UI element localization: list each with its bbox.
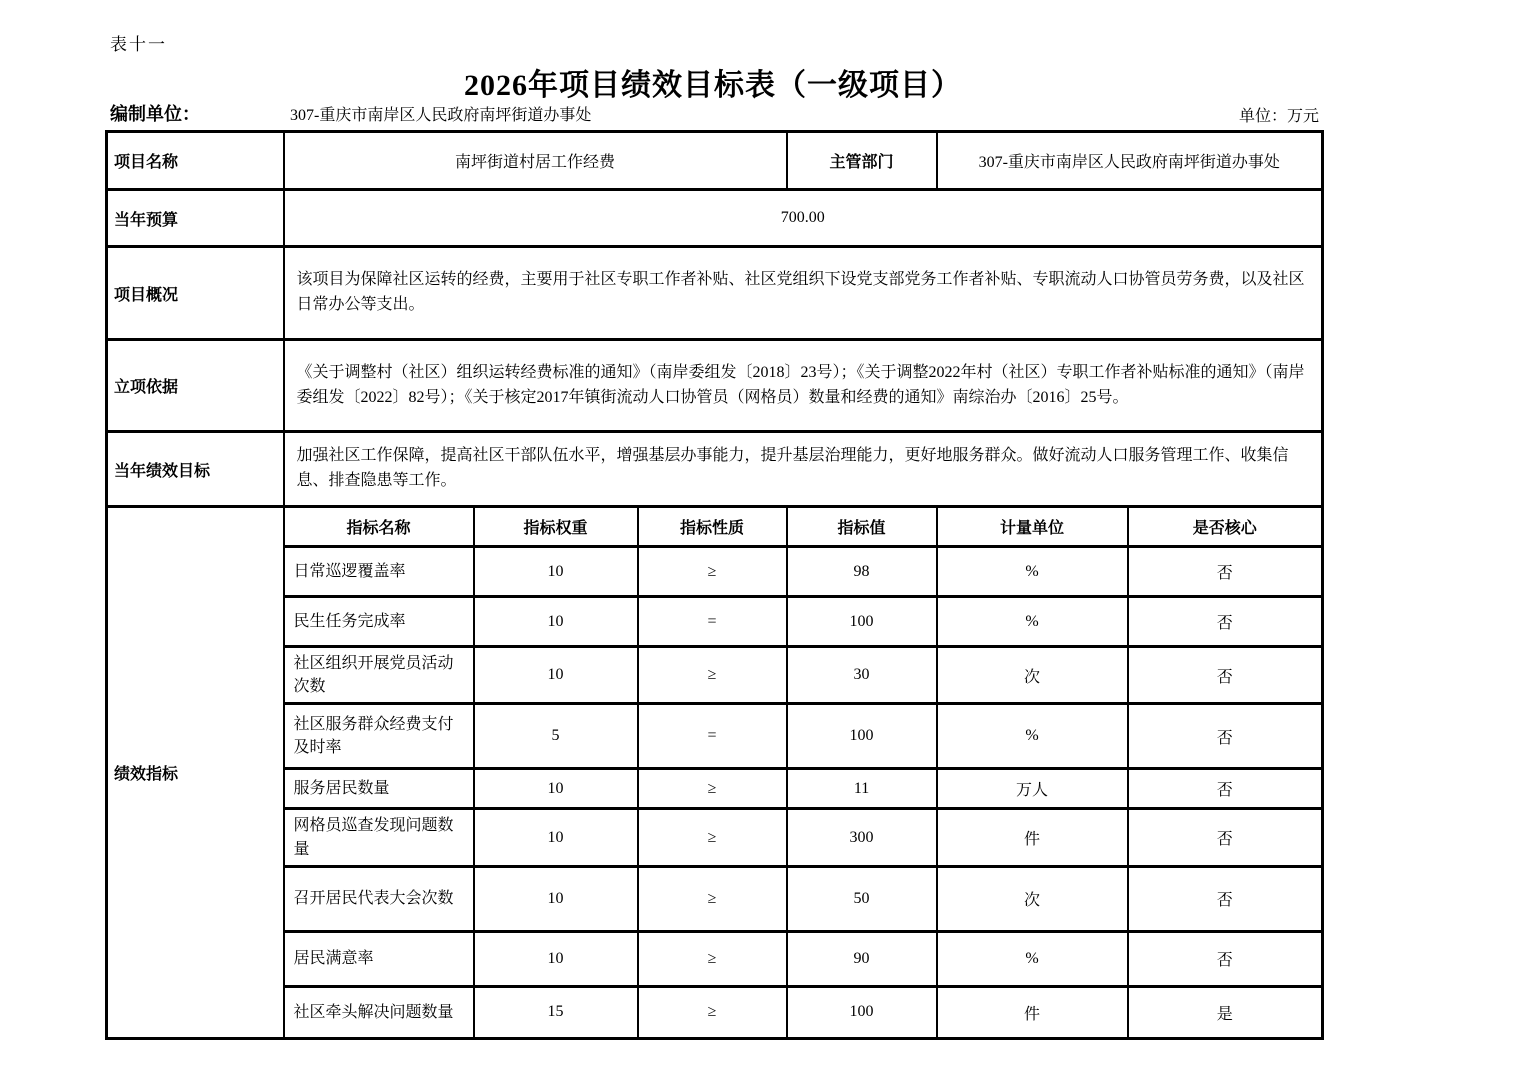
- indicator-value-cell: 100: [787, 597, 937, 647]
- basis-text: 《关于调整村（社区）组织运转经费标准的通知》（南岸委组发〔2018〕23号）；《关于调整2022年村（社区）专职工作者补贴标准的通知》（南岸委组发〔2022〕82号）；《关于核定2017年镇街流动人口协管员（网格员）数量和经费的通知》南综治办〔2016〕25号。: [284, 340, 1323, 432]
- indicators-section-label: 绩效指标: [107, 507, 284, 1039]
- header-is-core: 是否核心: [1128, 507, 1323, 547]
- indicator-header-row: [107, 507, 1323, 547]
- indicator-weight-cell: 15: [474, 986, 638, 1038]
- indicator-row: [107, 704, 1323, 769]
- indicator-value-cell: 300: [787, 809, 937, 866]
- indicator-name-cell: 日常巡逻覆盖率: [284, 547, 474, 597]
- indicator-name-cell: 服务居民数量: [284, 769, 474, 809]
- overview-label: 项目概况: [107, 247, 284, 340]
- indicator-row: [107, 866, 1323, 931]
- meta-row: [105, 100, 1321, 126]
- indicator-name-cell: 召开居民代表大会次数: [284, 866, 474, 931]
- indicator-value-cell: 90: [787, 931, 937, 986]
- indicator-value-cell: 100: [787, 704, 937, 769]
- indicator-weight-cell: 10: [474, 597, 638, 647]
- indicator-unit-cell: 件: [937, 809, 1128, 866]
- indicator-core-cell: 是: [1128, 986, 1323, 1038]
- indicator-value-cell: 11: [787, 769, 937, 809]
- indicator-unit-cell: 万人: [937, 769, 1128, 809]
- document-content: [105, 0, 1321, 1075]
- budget-value: 700.00: [284, 190, 1323, 247]
- overview-text: 该项目为保障社区运转的经费，主要用于社区专职工作者补贴、社区党组织下设党支部党务工作者补贴、专职流动人口协管员劳务费，以及社区日常办公等支出。: [284, 247, 1323, 340]
- indicator-core-cell: 否: [1128, 769, 1323, 809]
- department-label: 主管部门: [787, 132, 937, 190]
- indicator-value-cell: 98: [787, 547, 937, 597]
- table-row-basis: [107, 340, 1323, 432]
- indicator-unit-cell: %: [937, 547, 1128, 597]
- indicator-row: [107, 986, 1323, 1038]
- performance-target-table: [105, 130, 1324, 1040]
- page-title: 2026年项目绩效目标表（一级项目）: [464, 69, 962, 102]
- table-row-annual-goal: [107, 432, 1323, 507]
- indicator-name-cell: 网格员巡查发现问题数量: [284, 809, 474, 866]
- indicator-row: [107, 597, 1323, 647]
- indicator-core-cell: 否: [1128, 704, 1323, 769]
- indicator-name-cell: 民生任务完成率: [284, 597, 474, 647]
- indicator-weight-cell: 10: [474, 547, 638, 597]
- indicator-core-cell: 否: [1128, 866, 1323, 931]
- indicator-nature-cell: ≥: [638, 931, 787, 986]
- indicator-row: [107, 769, 1323, 809]
- indicator-nature-cell: ≥: [638, 986, 787, 1038]
- indicator-unit-cell: 件: [937, 986, 1128, 1038]
- indicator-weight-cell: 10: [474, 769, 638, 809]
- project-name-label: 项目名称: [107, 132, 284, 190]
- indicator-weight-cell: 10: [474, 866, 638, 931]
- indicator-row: [107, 931, 1323, 986]
- indicator-unit-cell: %: [937, 704, 1128, 769]
- indicator-weight-cell: 10: [474, 931, 638, 986]
- indicator-value-cell: 100: [787, 986, 937, 1038]
- indicator-unit-cell: %: [937, 931, 1128, 986]
- indicator-core-cell: 否: [1128, 547, 1323, 597]
- indicator-row: [107, 547, 1323, 597]
- table-row-budget: [107, 190, 1323, 247]
- prepared-by-value: 307-重庆市南岸区人民政府南坪街道办事处: [290, 107, 592, 124]
- indicator-nature-cell: =: [638, 597, 787, 647]
- indicator-weight-cell: 5: [474, 704, 638, 769]
- table-row-project-name: [107, 132, 1323, 190]
- indicator-row: [107, 647, 1323, 704]
- indicator-nature-cell: ≥: [638, 866, 787, 931]
- indicator-name-cell: 社区服务群众经费支付及时率: [284, 704, 474, 769]
- indicator-core-cell: 否: [1128, 647, 1323, 704]
- header-indicator-weight: 指标权重: [474, 507, 638, 547]
- department-value: 307-重庆市南岸区人民政府南坪街道办事处: [937, 132, 1323, 190]
- indicator-nature-cell: ≥: [638, 547, 787, 597]
- indicator-value-cell: 30: [787, 647, 937, 704]
- annual-goal-text: 加强社区工作保障，提高社区干部队伍水平，增强基层办事能力，提升基层治理能力，更好地服务群众。做好流动人口服务管理工作、收集信息、排查隐患等工作。: [284, 432, 1323, 507]
- indicator-unit-cell: %: [937, 597, 1128, 647]
- indicator-name-cell: 居民满意率: [284, 931, 474, 986]
- prepared-by-label: 编制单位：: [110, 104, 200, 124]
- header-indicator-nature: 指标性质: [638, 507, 787, 547]
- indicator-weight-cell: 10: [474, 647, 638, 704]
- indicator-nature-cell: ≥: [638, 809, 787, 866]
- indicator-core-cell: 否: [1128, 809, 1323, 866]
- indicator-core-cell: 否: [1128, 597, 1323, 647]
- indicator-name-cell: 社区牵头解决问题数量: [284, 986, 474, 1038]
- indicator-nature-cell: =: [638, 704, 787, 769]
- indicator-value-cell: 50: [787, 866, 937, 931]
- basis-label: 立项依据: [107, 340, 284, 432]
- header-measure-unit: 计量单位: [937, 507, 1128, 547]
- header-indicator-name: 指标名称: [284, 507, 474, 547]
- indicator-nature-cell: ≥: [638, 769, 787, 809]
- indicator-nature-cell: ≥: [638, 647, 787, 704]
- indicator-core-cell: 否: [1128, 931, 1323, 986]
- indicator-unit-cell: 次: [937, 647, 1128, 704]
- doc-tag: 表十一: [110, 35, 167, 54]
- indicator-unit-cell: 次: [937, 866, 1128, 931]
- header-indicator-value: 指标值: [787, 507, 937, 547]
- project-name-value: 南坪街道村居工作经费: [284, 132, 787, 190]
- budget-label: 当年预算: [107, 190, 284, 247]
- indicator-name-cell: 社区组织开展党员活动次数: [284, 647, 474, 704]
- indicator-weight-cell: 10: [474, 809, 638, 866]
- unit-note: 单位：万元: [1238, 108, 1319, 125]
- annual-goal-label: 当年绩效目标: [107, 432, 284, 507]
- table-row-overview: [107, 247, 1323, 340]
- indicator-row: [107, 809, 1323, 866]
